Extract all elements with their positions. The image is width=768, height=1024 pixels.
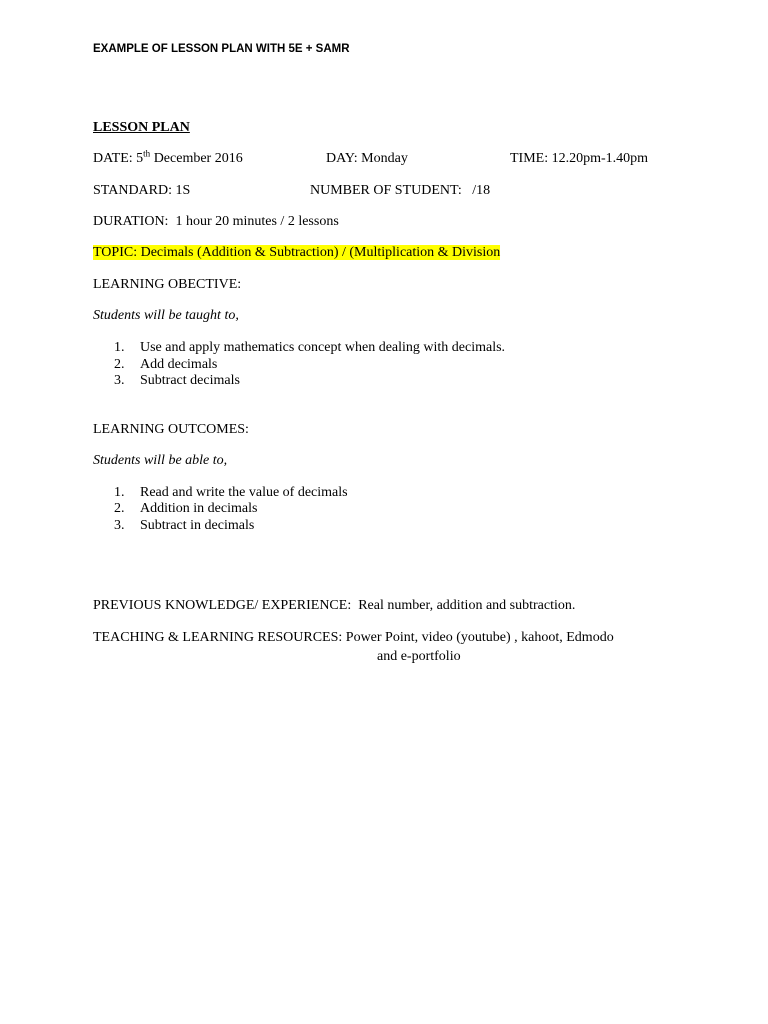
list-number: 2. <box>114 501 125 516</box>
duration-field: DURATION: 1 hour 20 minutes / 2 lessons <box>93 214 339 229</box>
date-suffix: December 2016 <box>150 151 243 166</box>
date-superscript: th <box>143 148 151 159</box>
objective-intro: Students will be taught to, <box>93 308 239 323</box>
list-item-text: Read and write the value of decimals <box>140 485 348 500</box>
list-number: 1. <box>114 485 125 500</box>
objective-list-item <box>114 358 217 372</box>
list-number: 1. <box>114 340 125 355</box>
list-item-text: Use and apply mathematics concept when dealing with decimals. <box>140 340 506 355</box>
lesson-plan-title: LESSON PLAN <box>93 120 190 135</box>
list-item-text: Subtract decimals <box>140 373 240 388</box>
objective-list-item <box>114 374 240 388</box>
date-prefix: DATE: 5 <box>93 151 144 166</box>
list-number: 3. <box>114 518 125 533</box>
topic-highlight: TOPIC: Decimals (Addition & Subtraction) / (Multiplication & Division <box>93 245 501 260</box>
list-number: 3. <box>114 373 125 388</box>
time-field: TIME: 12.20pm-1.40pm <box>510 151 649 166</box>
outcomes-intro: Students will be able to, <box>93 453 228 468</box>
day-field: DAY: Monday <box>326 151 408 166</box>
document-header: EXAMPLE OF LESSON PLAN WITH 5E + SAMR <box>93 43 350 55</box>
topic-field <box>93 246 500 260</box>
date-field <box>93 148 243 166</box>
list-number: 2. <box>114 357 125 372</box>
student-count-field: NUMBER OF STUDENT: /18 <box>310 183 491 198</box>
list-item-text: Add decimals <box>140 357 218 372</box>
outcomes-heading: LEARNING OUTCOMES: <box>93 422 249 437</box>
list-item-text: Subtract in decimals <box>140 518 255 533</box>
outcome-list-item <box>114 519 254 533</box>
outcome-list-item <box>114 486 348 500</box>
previous-knowledge-field: PREVIOUS KNOWLEDGE/ EXPERIENCE: Real number, addition and subtraction. <box>93 598 576 613</box>
standard-field: STANDARD: 1S <box>93 183 191 198</box>
objective-list-item <box>114 341 505 355</box>
outcome-list-item <box>114 502 257 516</box>
objective-heading: LEARNING OBECTIVE: <box>93 277 242 292</box>
list-item-text: Addition in decimals <box>140 501 258 516</box>
resources-field-line1: TEACHING & LEARNING RESOURCES: Power Point, video (youtube) , kahoot, Edmodo <box>93 630 614 645</box>
resources-field-line2: and e-portfolio <box>377 649 461 664</box>
